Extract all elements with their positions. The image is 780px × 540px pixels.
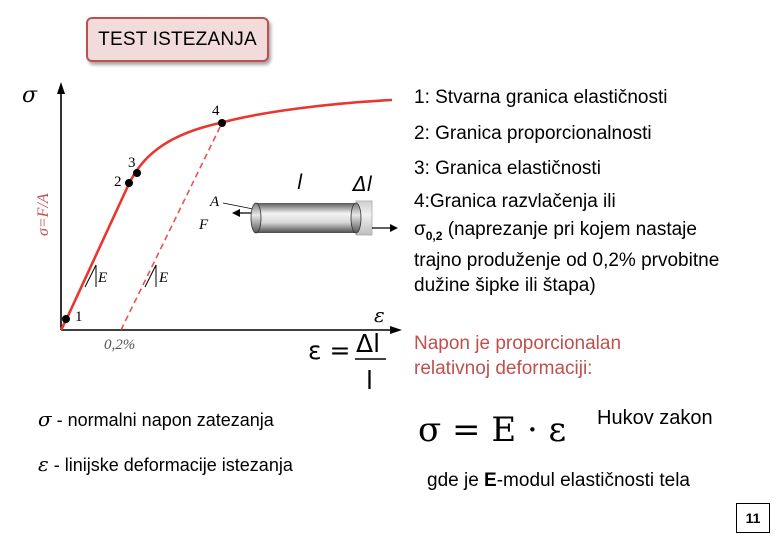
epsilon-description: - linijske deformacije istezanja [48,455,293,475]
test-bar-left-cap [251,203,261,233]
sigma-symbol: σ [38,407,52,431]
x-axis-symbol: ε [374,303,385,327]
epsilon-definition [38,452,293,476]
definition-4-line1 [414,217,780,249]
point-1-marker [62,315,70,323]
modulus-post: -modul elastičnosti tela [496,470,690,491]
definition-1: 1: Stvarna granica elastičnosti [414,87,668,108]
note-line-1: Napon je proporcionalan [414,333,622,354]
slope-triangle-2 [145,265,156,287]
slope-label-2: E [159,270,169,286]
point-4-label: 4 [212,103,220,119]
strain-formula-numerator: Δl [356,329,381,358]
proportionality-note [414,331,621,381]
point-2-label: 2 [114,174,122,190]
bar-length-label: l [297,170,303,194]
definition-4-line2: trajno produženje od 0,2% prvobitne [414,250,720,272]
x-axis-arrow [390,326,402,334]
modulus-pre: gde je [427,470,485,491]
point-4-marker [218,119,226,127]
area-label: A [210,194,220,210]
offset-label: 0,2% [104,337,136,353]
force-arrow-right-head [390,224,398,232]
epsilon-symbol: ε [38,452,49,476]
slide-title-text: TEST ISTEZANJA [98,28,257,50]
force-label: F [199,217,209,233]
slope-label-1: E [98,270,108,286]
definition-4: 4:Granica razvlačenja ili [414,190,616,212]
modulus-symbol: E [484,470,497,491]
definition-4-line3: dužine šipke ili štapa) [414,275,596,297]
page-number [736,503,770,533]
y-axis-symbol: σ [22,83,38,108]
sigma-definition [38,407,274,431]
point-2-marker [125,179,133,187]
hooke-formula: σ = E · ε [418,410,567,450]
strain-formula-denominator: l [366,366,373,395]
strain-formula-lhs: ε = [308,336,351,365]
definition-2: 2: Granica proporcionalnosti [414,122,652,144]
sigma-description: - normalni napon zatezanja [51,410,274,430]
test-bar-right-cap [351,203,361,233]
definitions-list [414,80,780,298]
point-3-label: 3 [128,155,136,171]
y-axis-label: σ=F/A [35,193,52,236]
hooke-law-label: Hukov zakon [597,407,713,429]
modulus-definition [427,470,690,492]
bar-elongation-label: Δl [353,172,373,196]
definition-4-rest: (naprezanje pri kojem nastaje [447,218,697,240]
note-line-2: relativnoj deformaciji: [414,358,593,379]
stress-strain-diagram [0,0,410,400]
definition-4-sigma: σ [414,218,426,240]
definition-4-subscript: 0,2 [425,228,443,243]
point-1-label: 1 [75,309,83,325]
definition-3: 3: Granica elastičnosti [414,158,601,179]
y-axis-arrow [57,82,65,94]
test-bar-body [256,203,356,233]
force-arrow-left-head [232,209,240,217]
page-number-text: 11 [745,510,761,526]
